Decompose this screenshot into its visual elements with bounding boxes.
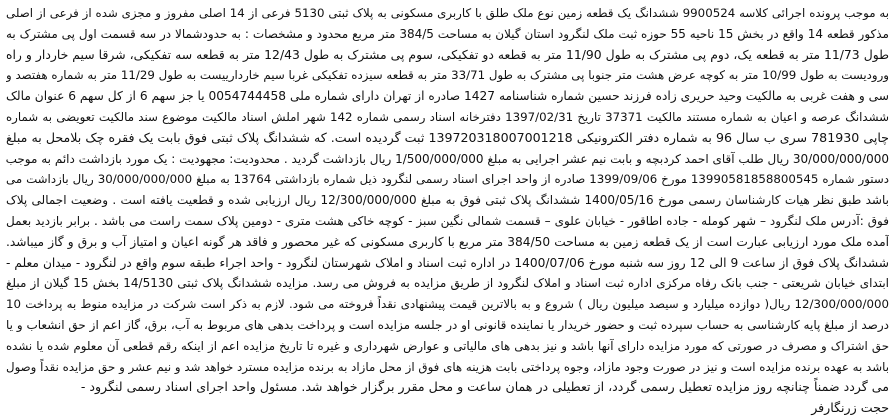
notice-line-1: به موجب پرونده اجرائی کلاسه 9900524 ششدانگ یک قطعه زمین نوع ملک طلق با کاربری مسکونی به پلاک ثبتی 5130 فرعی از 14 اصلی مفروز و مجزی شده از فرعی از اصلی [6,6,889,20]
notice-line-13: ششدانگ پلاک فوق از ساعت 9 الی 12 روز سه شنبه مورخ 1400/07/06 در اداره ثبت اسناد و املاک شهرستان لنگرود - واحد اجراء طبقه سوم واقع در لنگرود - میدان معلم - [6,255,889,270]
notice-line-3: طول 11/73 متر به قطعه یک، دوم پی مشترک به طول 11/90 متر به قطعه دو تفکیکی، سوم پی مشترک به طول 12/43 متر به قطعه سه تفکیکی، شرقا سیم خاردار و راه [6,46,889,62]
notice-line-18: باشد به عهده برنده مزایده است و نیز در صورت وجود مازاد، وجوه پرداختی بابت هزینه های فوق از محل مازاد به برنده مزایده مسترد خواهد شد و نیم عشر و حق مزایده نقداً وصول [6,359,889,374]
notice-line-9: دستور شماره 13990581858800545 مورخ 1399/09/06 صادره از واحد اجرای اسناد رسمی لنگرود ذیل شماره بازداشتی 13764 به مبلغ 30/000/000/000 ریال بازداشت می [6,172,889,187]
signatory-name: حجت زرنگارفر [811,400,889,416]
notice-line-16: درصد از مبلغ پایه کارشناسی به حساب سپرده ثبت و حضور خریدار یا نماینده قانونی او در جلسه مزایده است و پرداخت بدهی های مربوط به آب، برق، گاز اعم از حق انشعاب و یا [6,317,889,332]
notice-line-7: چاپی 781930 سری ب سال 96 به شماره دفتر الکترونیکی 139720318007001218 ثبت گردیده است. که ششدانگ پلاک ثبتی فوق بابت یک فقره چک بلامحل به مبلغ [6,129,889,145]
notice-line-11: فوق :آدرس ملک لنگرود – شهر کومله - جاده اطاقور - خیابان علوی – قسمت شمالی نگین سبز - کوچه خاکی هشت متری - دومین پلاک سمت راست می باشد . برابر بازدید بعمل [6,213,889,228]
notice-line-8: 30/000/000/000 ریال طلب آقای احمد کردبچه و بابت نیم عشر اجرایی به مبلغ 1/500/000/000 ریال بازداشت گردید . محدودیت: مجهودیت : یک مورد بازداشت دائم به موجب [6,151,889,166]
notice-line-4: ورودیست به طول 10/99 متر به کوچه عرض هشت متر جنوبا پی مشترک به طول 33/71 متر به قطعه سیزده تفکیکی غربا سیم خاردارییست به طول 11/29 متر به شماره هفتصد و [6,68,889,83]
notice-line-5: سی و هفت غربی به مالکیت وحید حریری زاده فرزند حسین شماره شناسنامه 1427 صادره از تهران دارای شماره ملی 0054744458 یا جز سهم 6 از کل سهم 6 عنوان مالک [6,89,889,104]
notice-line-6: ششدانگ عرصه و اعیان به شماره مستند مالکیت 37371 تاریخ 1397/02/31 دفترخانه اسناد رسمی شماره 142 شهر املش اسناد مالکیت موضوع سند مالکیت تعویضی به شماره [6,109,889,124]
notice-line-17: حق اشتراک و مصرف در صورتی که مورد مزایده دارای آنها باشد و نیز بدهی های مالیاتی و عوارض شهرداری و غیره تا تاریخ مزایده اعم از اینکه رقم قطعی آن معلوم شده یا نشده [6,338,889,353]
notice-line-10: باشد طبق نظر هیات کارشناسان رسمی مورخ 1400/05/16 ششدانگ پلاک ثبتی فوق به مبلغ 12/300/000/000 ریال ارزیابی شده و قطعیت یافته است . وضعیت اجمالی پلاک [6,193,889,208]
notice-line-19: می گردد ضمناً چنانچه روز مزایده تعطیل رسمی گردد، از تعطیلی در همان ساعت و محل مقرر برگزار خواهد شد. مسئول واحد اجرای اسناد رسمی لنگرود - [80,379,889,395]
notice-line-15: 12/300/000/000 ریال( دوازده میلیارد و سیصد میلیون ریال ) شروع و به بالاترین قیمت پیشنهادی نقداً فروخته می شود. لازم به ذکر است شرکت در مزایده منوط به پرداخت 10 [6,297,889,312]
notice-line-12: آمده ملک مورد ارزیابی عبارت است از یک قطعه زمین به مساحت 384/50 متر مربع با کاربری مسکونی که غیر محصور و فاقد هر گونه اعیان و امتیاز آب و برق و گاز میباشد. [6,234,889,249]
notice-line-2: مذکور قطعه 14 واقع در بخش 15 ناحیه 55 حوزه ثبت ملک لنگرود استان گیلان به مساحت 384/5 متر مربع محدود و مشخصات : به حدودشمالا در سه قسمت اول پی مشترک به [6,26,889,41]
notice-line-14: ابتدای خیابان شریعتی - جنب بانک رفاه مرکزی اداره ثبت اسناد و املاک لنگرود از طریق مزایده به فروش می رسد. مزایده ششدانگ پلاک ثبتی 14/5130 بخش 15 گیلان از مبلغ [6,276,889,291]
